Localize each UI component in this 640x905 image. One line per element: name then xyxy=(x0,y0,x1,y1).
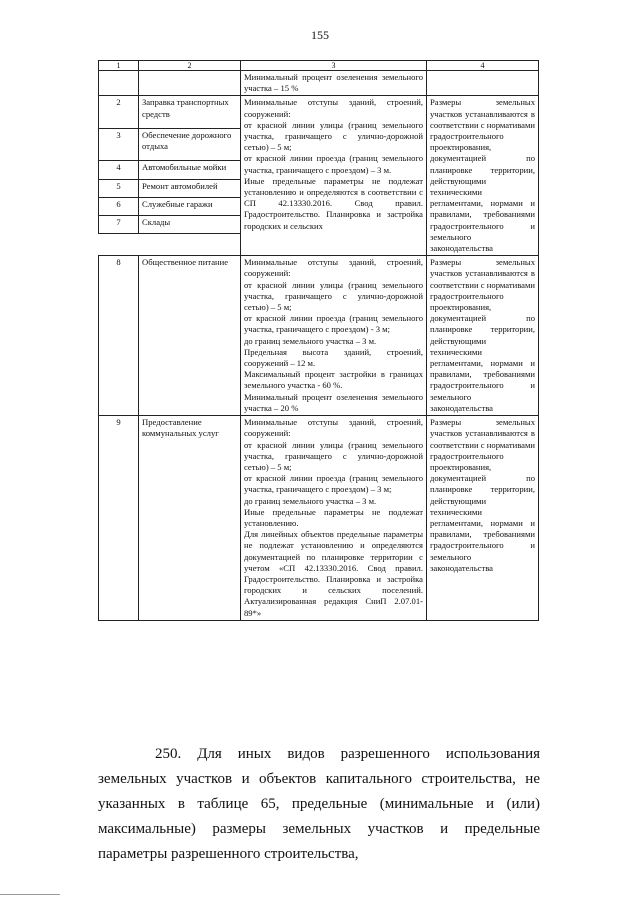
param-line: Минимальные отступы зданий, строений, сооружений: xyxy=(244,417,423,439)
header-cell: 3 xyxy=(241,61,427,71)
row-number: 9 xyxy=(99,416,139,621)
row-number: 6 xyxy=(99,197,139,215)
row-number: 3 xyxy=(99,128,139,161)
use-name: Ремонт автомобилей xyxy=(139,179,241,197)
page-number: 155 xyxy=(311,28,329,42)
row-number: 8 xyxy=(99,256,139,416)
row-number: 7 xyxy=(99,216,139,234)
row-number: 5 xyxy=(99,179,139,197)
header-cell: 4 xyxy=(427,61,539,71)
params-cell: Минимальный процент озеленения земельного участка – 15 % xyxy=(241,71,427,96)
regulations-table xyxy=(98,60,539,621)
param-line: Минимальные отступы зданий, строений, сооружений: xyxy=(244,257,423,279)
use-name: Служебные гаражи xyxy=(139,197,241,215)
paragraph-text: 250. Для иных видов разрешенного использования земельных участков и объектов капитального строительства, не указанных в таблице 65, предельные (минимальные и (или) максимальные) размеры земельных участков и предельные параметры разрешенного строительства, xyxy=(98,746,540,862)
param-line: Иные предельные параметры не подлежат установлению. xyxy=(244,506,423,528)
table-row xyxy=(99,71,539,96)
param-line: Максимальный процент застройки в границах земельного участка - 60 %. xyxy=(244,369,423,391)
sizes-cell: Размеры земельных участков устанавливаются в соответствии с нормативами градостроительного проектирования, документацией по планировке территории, действующими техническими регламентами, нормами и правилами, требованиями градостроительного и земельного законодательства xyxy=(427,96,539,256)
param-line: до границ земельного участка – 3 м. xyxy=(244,495,377,506)
footer-rule xyxy=(0,894,60,895)
use-name: Автомобильные мойки xyxy=(139,161,241,179)
use-name: Склады xyxy=(139,216,241,234)
param-line: от красной линии проезда (границ земельного участка, граничащего с проездом) - 3 м; xyxy=(244,313,423,335)
param-line: от красной линии улицы (границ земельного участка, граничащего с улично-дорожной сетью) – 5 м; xyxy=(244,119,423,153)
header-cell: 1 xyxy=(99,61,139,71)
sizes-cell: Размеры земельных участков устанавливаются в соответствии с нормативами градостроительного проектирования, документацией по планировке территории, действующими техническими регламентами, нормами и правилами, требованиями градостроительного и земельного законодательства xyxy=(427,416,539,621)
params-cell xyxy=(241,416,427,621)
param-line: Минимальные отступы зданий, строений, сооружений: xyxy=(244,97,423,119)
use-name: Предоставление коммунальных услуг xyxy=(139,416,241,621)
param-line: Для линейных объектов предельные параметры не подлежат установлению и определяются документацией по планировке территории с учетом «СП 42.13330.2016. Свод правил. Градостроительство. Планировка и застройка городских и сельских поселений. Актуализированная редакция СниП 2.07.01-89*» xyxy=(244,529,423,618)
header-cell: 2 xyxy=(139,61,241,71)
sizes-cell: Размеры земельных участков устанавливаются в соответствии с нормативами градостроительного проектирования, документацией по планировке территории, действующими техническими регламентами, нормами и правилами, требованиями градостроительного и земельного законодательства xyxy=(427,256,539,416)
row-number: 4 xyxy=(99,161,139,179)
use-name: Общественное питание xyxy=(139,256,241,416)
param-line: от красной линии улицы (границ земельного участка, граничащего с улично-дорожной сетью) – 5 м; xyxy=(244,279,423,313)
table-row xyxy=(99,256,539,416)
table-row xyxy=(99,96,539,129)
param-line: Иные предельные параметры не подлежат установлению и определяются в соответствии с СП 42.13330.2016. Свод правил. Градостроительство. Планировка и застройка городских и сельских xyxy=(244,175,423,231)
param-line: от красной линии улицы (границ земельного участка, граничащего с улично-дорожной сетью) – 5 м; xyxy=(244,439,423,472)
body-paragraph xyxy=(98,742,540,867)
param-line: Предельная высота зданий, строений, сооружений – 12 м. xyxy=(244,346,423,369)
params-cell xyxy=(241,256,427,416)
table-header-row xyxy=(99,61,539,71)
params-cell xyxy=(241,96,427,256)
row-number: 2 xyxy=(99,96,139,129)
param-line: от красной линии проезда (границ земельного участка, граничащего с проездом) – 3 м; xyxy=(244,473,423,495)
param-line: от красной линии проезда (границ земельного участка, граничащего с проездом) – 3 м. xyxy=(244,153,423,175)
use-name: Обеспечение дорожного отдыха xyxy=(139,128,241,161)
use-name: Заправка транспортных средств xyxy=(139,96,241,129)
param-line: до границ земельного участка – 3 м. xyxy=(244,335,377,346)
param-line: Минимальный процент озеленения земельного участка – 20 % xyxy=(244,391,423,413)
table-row xyxy=(99,416,539,621)
